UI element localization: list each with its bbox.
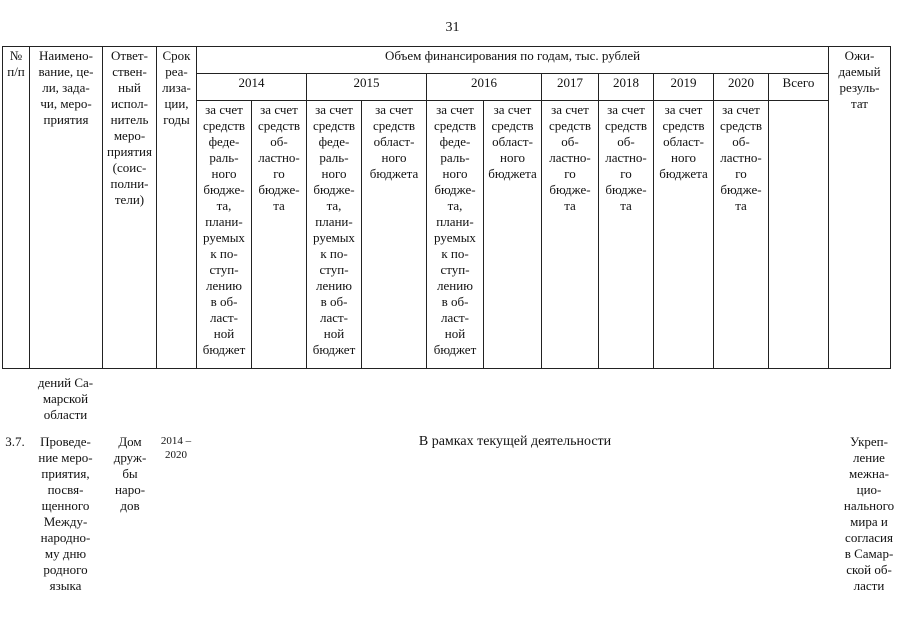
row-3-7-responsible: Дом друж- бы наро- дов — [113, 434, 147, 513]
subheader-2015-regional: за счет средств област- ного бюджета — [362, 101, 427, 369]
subheader-2016-regional: за счет средств област- ного бюджета — [484, 101, 542, 369]
col-result-header: Ожи- даемый резуль- тат — [829, 47, 891, 369]
row-3-7-number: 3.7. — [5, 434, 25, 449]
year-2015-header: 2015 — [307, 74, 427, 101]
row-3-7-name: Проведе- ние меро- приятия, посвя- щенного Между- народно- му дню родного языка — [38, 434, 93, 593]
col-funding-header: Объем финансирования по годам, тыс. рублей — [197, 47, 829, 74]
year-2019-header: 2019 — [654, 74, 714, 101]
subheader-2020-regional: за счет средств об- ластно- го бюдже- та — [714, 101, 769, 369]
subheader-2014-regional: за счет средств об- ластно- го бюдже- та — [252, 101, 307, 369]
row-3-7-funding: В рамках текущей деятельности — [418, 434, 612, 449]
page-number: 31 — [445, 20, 460, 35]
year-2020-header: 2020 — [714, 74, 769, 101]
funding-table-header — [2, 46, 891, 369]
year-2018-header: 2018 — [599, 74, 654, 101]
row-3-7-term: 2014 – 2020 — [160, 435, 192, 461]
subheader-2019-regional: за счет средств област- ного бюджета — [654, 101, 714, 369]
year-2017-header: 2017 — [542, 74, 599, 101]
continuation-text: дений Са- марской области — [37, 375, 94, 422]
year-2014-header: 2014 — [197, 74, 307, 101]
subheader-2015-federal: за счет средств феде- раль- ного бюдже- та, плани- руемых к по- ступ- лению в об- ласт- ной бюджет — [307, 101, 362, 369]
col-responsible-header: Ответ- ствен- ный испол- нитель меро- приятия (соис- полни- тели) — [103, 47, 157, 369]
year-2016-header: 2016 — [427, 74, 542, 101]
subheader-2017-regional: за счет средств об- ластно- го бюдже- та — [542, 101, 599, 369]
subheader-2018-regional: за счет средств об- ластно- го бюдже- та — [599, 101, 654, 369]
col-term-header: Срок реа- лиза- ции, годы — [157, 47, 197, 369]
col-name-header: Наимено- вание, це- ли, зада- чи, меро- приятия — [30, 47, 103, 369]
row-3-7-result: Укреп- ление межна- цио- нального мира и согласия в Самар- ской об- ласти — [843, 434, 895, 593]
subheader-2014-federal: за счет средств феде- раль- ного бюдже- та, плани- руемых к по- ступ- лению в об- ласт- ной бюджет — [197, 101, 252, 369]
total-header: Всего — [769, 74, 829, 101]
subheader-2016-federal: за счет средств феде- раль- ного бюдже- та, плани- руемых к по- ступ- лению в об- ласт- ной бюджет — [427, 101, 484, 369]
subheader-total — [769, 101, 829, 369]
col-number-header: № п/п — [3, 47, 30, 369]
